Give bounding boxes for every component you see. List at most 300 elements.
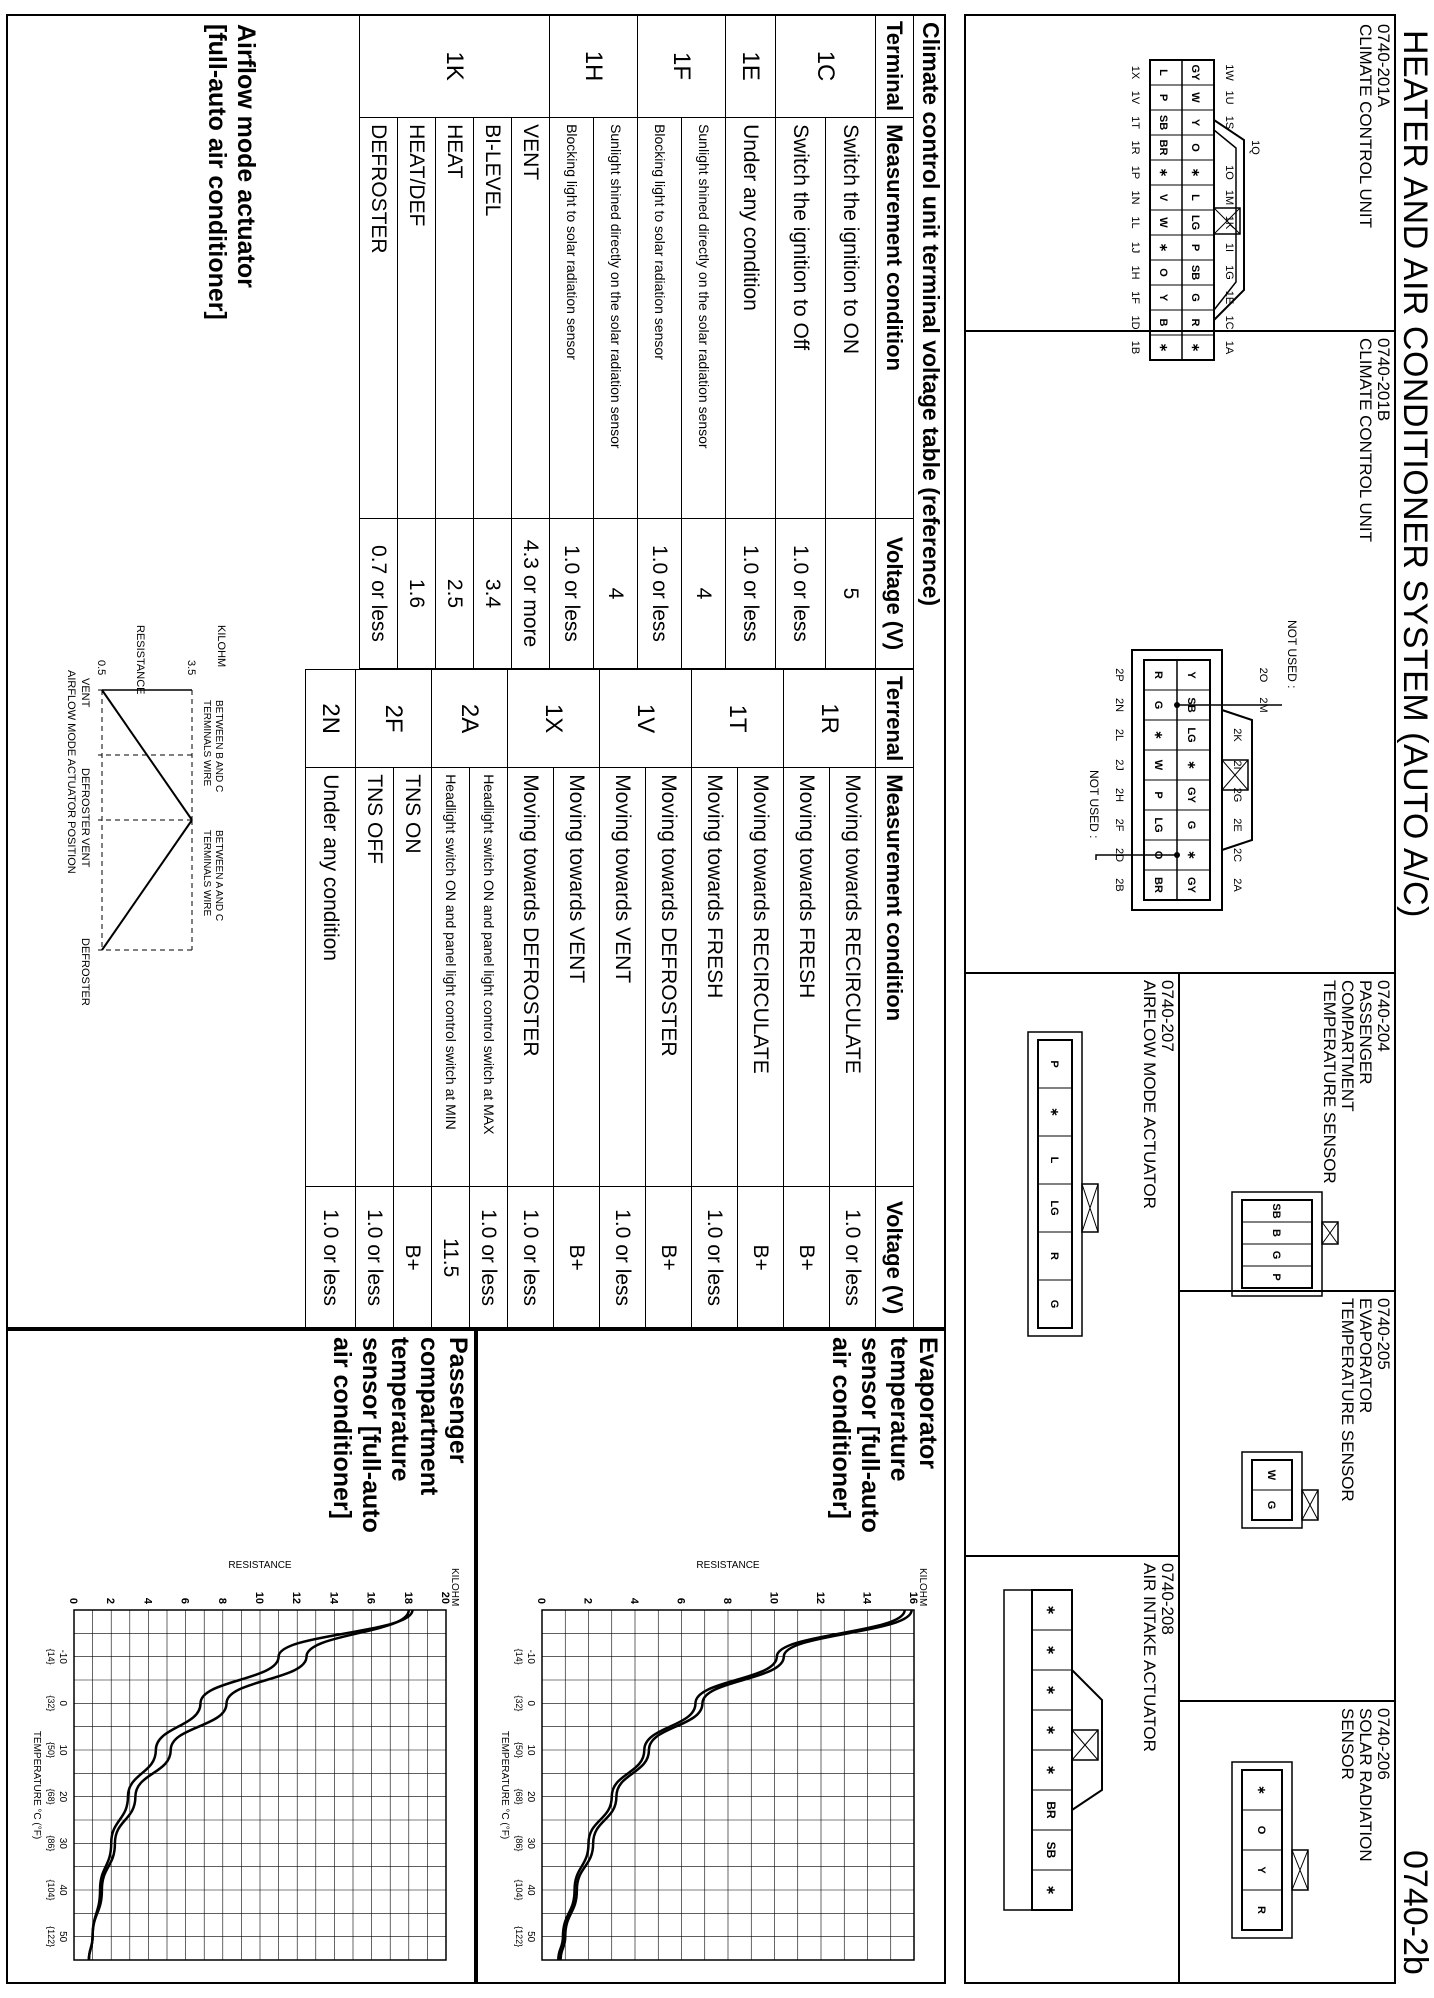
right-condition-cell: Moving towards FRESH: [692, 768, 738, 1187]
connector-201b-pin-label: 2P: [1113, 668, 1125, 682]
voltage-table-title: Climate control unit terminal voltage table (reference): [918, 22, 944, 607]
airflow-chart: [22, 620, 232, 1050]
connector-208-diagram: [972, 1580, 1132, 1980]
connector-204-pin: SB: [1270, 1203, 1282, 1219]
connector-201a-wire-color: BR: [1157, 139, 1169, 156]
connector-204-diagram: [1192, 1190, 1372, 1290]
right-voltage-cell: 11.5: [432, 1187, 470, 1329]
connector-204-pin: G: [1270, 1250, 1282, 1260]
right-condition-cell: Moving towards VENT: [600, 768, 646, 1187]
right-voltage-cell: B+: [394, 1187, 432, 1329]
connector-201a-wire-color: GY: [1189, 64, 1201, 81]
page-title: HEATER AND AIR CONDITIONER SYSTEM (AUTO A/C): [1396, 30, 1434, 918]
connector-204-code: 0740-204: [1374, 980, 1393, 1052]
connector-201b-pin-label: 2F: [1113, 818, 1125, 832]
passenger-chart-x-tick-f: {50}: [46, 1741, 56, 1759]
evaporator-chart-y-unit: KILOHM: [917, 1568, 928, 1607]
passenger-chart-series-line: [89, 1610, 413, 1960]
connector-201b-pin-label: 2C: [1231, 847, 1243, 863]
connector-204-pin: P: [1270, 1273, 1282, 1281]
connector-207-pin: LG: [1048, 1200, 1060, 1216]
evaporator-chart-x-label: TEMPERATURE °C (°F): [499, 1730, 510, 1840]
right-header-cell: Voltage (V): [876, 1187, 914, 1329]
connector-201a-pin-label: 1G: [1223, 265, 1235, 280]
connector-201a-pin-label: 1O: [1223, 165, 1235, 180]
left-condition-cell: Sunlight shined directly on the solar radiation sensor: [594, 118, 638, 519]
left-voltage-cell: 0.7 or less: [360, 519, 398, 669]
evaporator-chart-x-tick: 20: [525, 1791, 536, 1803]
connector-208-lower: [1004, 1590, 1032, 1910]
connector-201a-wire-color: B: [1157, 318, 1169, 327]
passenger-chart-y-tick: 18: [401, 1591, 414, 1604]
table-row: [306, 670, 356, 1329]
passenger-chart-y-tick: 8: [215, 1597, 228, 1604]
right-terminal-cell: 1X: [508, 670, 600, 768]
connector-201b-wire-color: O: [1152, 850, 1164, 860]
connector-206-pin: ∗: [1255, 1785, 1267, 1795]
evaporator-chart-y-label: RESISTANCE: [696, 1560, 760, 1571]
connector-201a-diagram: [974, 30, 1354, 355]
evaporator-chart-y-tick: 12: [814, 1591, 826, 1604]
connector-201b-wire-color: W: [1152, 759, 1164, 771]
connector-201b-diagram: [972, 600, 1352, 960]
left-voltage-cell: 1.6: [398, 519, 436, 669]
passenger-chart-y-tick: 4: [141, 1597, 154, 1604]
evaporator-chart-x-tick: -10: [525, 1649, 536, 1664]
left-voltage-cell: 4: [594, 519, 638, 669]
connector-207-pin: R: [1048, 1252, 1060, 1260]
connector-201a-wire-color: Y: [1189, 118, 1201, 127]
connector-201b-wire-color: ∗: [1185, 850, 1197, 860]
connector-201a-wire-color: ∗: [1189, 167, 1201, 178]
passenger-section-title: Passenger compartment temperature sensor [full-auto air conditioner]: [328, 1337, 472, 1533]
table-row: [692, 670, 738, 1329]
left-terminal-cell: 1H: [550, 15, 638, 118]
connector-204-pin: B: [1270, 1229, 1282, 1237]
connector-208-pin: BR: [1044, 1801, 1058, 1819]
connector-207-diagram: [982, 1010, 1132, 1490]
left-condition-cell: Switch the ignition to Off: [776, 118, 826, 519]
connector-201b-leader-dot: [1174, 702, 1180, 708]
connector-207-key-x: [1082, 1184, 1098, 1232]
left-header-cell: Measurement condition: [876, 118, 914, 519]
evaporator-chart-x-tick: 30: [525, 1837, 536, 1849]
connector-201b-leader: [1096, 855, 1177, 860]
left-voltage-cell: 2.5: [436, 519, 474, 669]
connector-201b-not-used-bottom: NOT USED :: [1087, 770, 1101, 839]
connector-201a-pin-label: 1J: [1129, 241, 1141, 254]
right-header-cell: Measurement condition: [876, 768, 914, 1187]
left-condition-cell: VENT: [512, 118, 550, 519]
left-condition-cell: HEAT/DEF: [398, 118, 436, 519]
right-voltage-cell: B+: [646, 1187, 692, 1329]
connector-201a-pin-label: 1M: [1223, 189, 1235, 206]
left-voltage-cell: 1.0 or less: [726, 519, 776, 669]
connector-206-name: SOLAR RADIATION SENSOR: [1338, 1708, 1375, 1862]
right-condition-cell: Moving towards RECIRCULATE: [830, 768, 876, 1187]
connector-205-pin: G: [1265, 1500, 1277, 1510]
connector-201a-wire-color: G: [1189, 293, 1201, 302]
left-voltage-cell: 4: [682, 519, 726, 669]
connector-201b-pin-label: 2E: [1231, 818, 1243, 832]
chart-y-tick: 0.5: [95, 660, 107, 676]
connector-201a-pin-label: 1B: [1129, 340, 1141, 355]
evaporator-chart-x-tick-f: {122}: [514, 1926, 524, 1948]
table-row: [356, 670, 394, 1329]
connector-208-pin: ∗: [1044, 1884, 1058, 1896]
passenger-chart-y-tick: 14: [327, 1591, 340, 1604]
connector-201b-wire-color: ∗: [1152, 730, 1164, 740]
passenger-chart-x-tick: 10: [57, 1744, 68, 1756]
connector-201a-pin-label: 1R: [1129, 140, 1141, 155]
connector-201a-pin-label: 1V: [1129, 90, 1141, 105]
connector-201a-wire-color: L: [1157, 69, 1169, 76]
evaporator-chart-y-tick: 6: [674, 1597, 687, 1604]
left-condition-cell: Switch the ignition to ON: [826, 118, 876, 519]
left-voltage-cell: 4.3 or more: [512, 519, 550, 669]
connector-201b-wire-color: P: [1152, 791, 1164, 799]
table-row: [394, 670, 432, 1329]
connector-201a-wire-color: O: [1189, 143, 1201, 152]
connector-201b-pin-label: 2D: [1113, 847, 1125, 863]
evaporator-chart-x-tick: 0: [525, 1700, 536, 1707]
passenger-chart-y-tick: 20: [439, 1591, 451, 1604]
connector-201a-wire-color: P: [1157, 93, 1169, 102]
connector-201b-pin-label: 2J: [1113, 759, 1125, 771]
right-condition-cell: Moving towards VENT: [554, 768, 600, 1187]
passenger-chart-y-tick: 0: [67, 1597, 79, 1604]
right-voltage-cell: 1.0 or less: [508, 1187, 554, 1329]
passenger-chart-x-tick: 40: [57, 1884, 68, 1896]
right-voltage-cell: B+: [738, 1187, 784, 1329]
evaporator-chart-x-tick-f: {104}: [514, 1879, 524, 1901]
voltage-table-left: [359, 14, 914, 669]
connector-201b-pin-label: 2M: [1257, 697, 1269, 713]
right-condition-cell: Moving towards FRESH: [784, 768, 830, 1187]
connector-201b-pin-label: 2H: [1113, 787, 1125, 803]
connector-201a-pin-label: 1D: [1129, 315, 1141, 330]
connector-201b-wire-color: LG: [1152, 817, 1164, 833]
connector-201a-wire-color: SB: [1189, 264, 1201, 281]
connector-201a-pin-label: 1S: [1223, 115, 1235, 130]
connector-201b-code: 0740-201B: [1374, 338, 1393, 422]
connector-201a-pin-label: 1L: [1129, 216, 1141, 229]
evaporator-chart-x-tick-f: {14}: [514, 1648, 524, 1665]
table-row: [512, 15, 550, 669]
connector-206-pin: Y: [1255, 1866, 1267, 1874]
right-voltage-cell: 1.0 or less: [692, 1187, 738, 1329]
connector-207-pin: ∗: [1048, 1107, 1060, 1117]
table-row: [682, 15, 726, 669]
left-condition-cell: Blocking light to solar radiation sensor: [550, 118, 594, 519]
connector-201a-name: CLIMATE CONTROL UNIT: [1356, 24, 1375, 229]
passenger-chart-x-tick: -10: [57, 1649, 68, 1664]
passenger-chart-y-label: RESISTANCE: [228, 1560, 292, 1571]
right-voltage-cell: B+: [554, 1187, 600, 1329]
connector-201b-pin-label: 2B: [1113, 878, 1125, 892]
right-condition-cell: Under any condition: [306, 768, 356, 1187]
connector-201b-wire-color: R: [1152, 671, 1164, 679]
evaporator-chart-x-tick-f: {86}: [514, 1835, 524, 1852]
chart-y-tick: 3.5: [185, 660, 197, 676]
connector-201a-pin-label: 1I: [1223, 242, 1235, 253]
connector-201a-wire-color: P: [1189, 243, 1201, 252]
connector-201a-pin-label: 1K: [1223, 215, 1235, 230]
table-row: [738, 670, 784, 1329]
passenger-chart-x-tick-f: {104}: [46, 1879, 56, 1901]
connector-201b-name: CLIMATE CONTROL UNIT: [1356, 338, 1375, 543]
page-number: 0740-2b: [1396, 1850, 1434, 1975]
left-condition-cell: DEFROSTER: [360, 118, 398, 519]
left-terminal-cell: 1F: [638, 15, 726, 118]
connector-208-name: AIR INTAKE ACTUATOR: [1140, 1563, 1159, 1752]
chart-x-label: AIRFLOW MODE ACTUATOR POSITION: [65, 670, 77, 874]
connector-201b-pin-label: 2I: [1231, 760, 1243, 770]
connector-208-code: 0740-208: [1158, 1563, 1177, 1635]
passenger-chart-x-tick-f: {14}: [46, 1648, 56, 1665]
connector-207-name: AIRFLOW MODE ACTUATOR: [1140, 980, 1159, 1209]
left-condition-cell: Under any condition: [726, 118, 776, 519]
connector-201b-pin-label: 2A: [1231, 878, 1243, 892]
left-voltage-cell: 1.0 or less: [550, 519, 594, 669]
connector-201a-wire-color: ∗: [1157, 167, 1169, 178]
right-voltage-cell: 1.0 or less: [306, 1187, 356, 1329]
left-voltage-cell: 1.0 or less: [776, 519, 826, 669]
connector-206-diagram: [1192, 1750, 1322, 1980]
airflow-section-title: Airflow mode actuator [full-auto air conditioner]: [203, 24, 260, 320]
connector-206-code: 0740-206: [1374, 1708, 1393, 1780]
connector-205-code: 0740-205: [1374, 1298, 1393, 1370]
connector-201b-pin-label: 2O: [1257, 667, 1269, 683]
connector-201a-pin-label: 1C: [1223, 315, 1235, 330]
connector-201b-wire-color: SB: [1185, 697, 1197, 713]
connector-201b-wire-color: G: [1152, 700, 1164, 710]
table-row: [784, 670, 830, 1329]
connector-206-pin: O: [1255, 1825, 1267, 1835]
connector-208-pin: ∗: [1044, 1684, 1058, 1696]
right-condition-cell: Moving towards DEFROSTER: [508, 768, 554, 1187]
right-voltage-cell: 1.0 or less: [600, 1187, 646, 1329]
right-condition-cell: Moving towards DEFROSTER: [646, 768, 692, 1187]
connector-205-pin: W: [1265, 1469, 1277, 1481]
passenger-chart-y-tick: 2: [104, 1597, 117, 1604]
passenger-chart-y-tick: 12: [290, 1591, 303, 1604]
connector-201b-leader-dot: [1174, 852, 1180, 858]
connector-201a-pin-label: 1P: [1129, 165, 1141, 180]
evaporator-chart-series-line: [561, 1610, 912, 1960]
evaporator-chart-series-line: [558, 1610, 904, 1960]
connector-201a-wire-color: L: [1189, 194, 1201, 201]
passenger-chart-y-unit: KILOHM: [449, 1568, 460, 1607]
table-row: [594, 15, 638, 669]
passenger-chart-y-tick: 6: [178, 1597, 191, 1604]
table-row: [726, 15, 776, 669]
chart-x-tick: DEFROSTER: [79, 768, 91, 836]
connector-201a-wire-color: O: [1157, 268, 1169, 277]
connector-201a-wire-color: ∗: [1189, 342, 1201, 353]
connector-201a-wire-color: W: [1189, 92, 1201, 103]
connector-201b-wire-color: GY: [1185, 787, 1197, 803]
evaporator-chart: [487, 1560, 932, 1980]
passenger-chart-x-tick: 20: [57, 1791, 68, 1803]
right-terminal-cell: 2A: [432, 670, 508, 768]
connector-201b-not-used-top: NOT USED :: [1285, 620, 1299, 689]
left-voltage-cell: 1.0 or less: [638, 519, 682, 669]
connector-205-diagram: [1202, 1440, 1322, 1560]
right-voltage-cell: 1.0 or less: [470, 1187, 508, 1329]
passenger-chart-x-tick: 50: [57, 1931, 68, 1943]
connector-201a-pin-label: 1A: [1223, 340, 1235, 355]
right-condition-cell: TNS ON: [394, 768, 432, 1187]
passenger-chart-x-tick: 0: [57, 1700, 68, 1707]
evaporator-chart-x-tick-f: {68}: [514, 1788, 524, 1805]
connector-201a-pin-label: 1F: [1129, 291, 1141, 304]
right-voltage-cell: B+: [784, 1187, 830, 1329]
left-header-cell: Voltage (V): [876, 519, 914, 669]
passenger-chart-series-line: [89, 1610, 409, 1960]
left-terminal-cell: 1K: [360, 15, 550, 118]
connector-207-code: 0740-207: [1158, 980, 1177, 1052]
right-terminal-cell: 2N: [306, 670, 356, 768]
evaporator-chart-y-tick: 8: [721, 1597, 733, 1604]
evaporator-chart-x-tick-f: {50}: [514, 1741, 524, 1759]
evaporator-chart-y-tick: 16: [907, 1591, 919, 1604]
connector-201b-pin-label: 2G: [1231, 787, 1243, 803]
chart-x-tick: VENT: [79, 838, 91, 868]
connector-207-pin: L: [1048, 1156, 1060, 1164]
connector-208-pin: ∗: [1044, 1644, 1058, 1656]
evaporator-chart-y-tick: 4: [628, 1597, 640, 1604]
evaporator-chart-y-tick: 2: [581, 1597, 594, 1604]
left-terminal-cell: 1C: [776, 15, 876, 118]
connector-208-pin: ∗: [1044, 1724, 1058, 1736]
connector-201a-pin-label: 1T: [1129, 116, 1141, 129]
connector-201a-wire-color: Y: [1157, 293, 1169, 302]
table-row: [826, 15, 876, 669]
connector-208-pin: ∗: [1044, 1764, 1058, 1776]
left-terminal-cell: 1E: [726, 15, 776, 118]
right-condition-cell: Headlight switch ON and panel light control switch at MIN: [432, 768, 470, 1187]
connector-201b-pin-label: 2L: [1113, 728, 1125, 742]
connector-204-name: PASSENGER COMPARTMENT TEMPERATURE SENSOR: [1320, 980, 1375, 1184]
chart-axis-unit: KILOHM: [215, 625, 227, 668]
connector-201b-wire-color: LG: [1185, 727, 1197, 743]
connector-201b-pin-label: 2N: [1113, 697, 1125, 713]
left-condition-cell: Blocking light to solar radiation sensor: [638, 118, 682, 519]
connector-201b-pin-label: 2K: [1231, 728, 1243, 742]
evaporator-chart-x-tick: 10: [525, 1744, 536, 1756]
evaporator-chart-y-tick: 10: [767, 1591, 780, 1604]
passenger-chart: [14, 1560, 464, 1980]
connector-201a-wire-color: ∗: [1157, 342, 1169, 353]
connector-205-key-x: [1302, 1490, 1318, 1520]
evaporator-chart-y-tick: 0: [535, 1597, 547, 1604]
right-terminal-cell: 1T: [692, 670, 784, 768]
connector-208-pin: ∗: [1044, 1604, 1058, 1616]
connector-207-pin: P: [1048, 1060, 1060, 1068]
table-row: [432, 670, 470, 1329]
left-voltage-cell: 3.4: [474, 519, 512, 669]
right-condition-cell: Headlight switch ON and panel light control switch at MAX: [470, 768, 508, 1187]
passenger-chart-y-tick: 16: [364, 1591, 377, 1604]
chart-series-label: BETWEEN A AND C: [213, 830, 224, 922]
connector-201a-pin-label: 1U: [1223, 90, 1235, 105]
evaporator-chart-x-tick: 50: [525, 1931, 536, 1943]
connector-201a-pin-label: 1X: [1129, 65, 1141, 80]
passenger-chart-x-label: TEMPERATURE °C (°F): [31, 1730, 42, 1840]
evaporator-section-title: Evaporator temperature sensor [full-auto air conditioner]: [827, 1337, 942, 1533]
table-row: [600, 670, 646, 1329]
connector-201a-pin-label: 1N: [1129, 190, 1141, 205]
connector-208-pin: SB: [1044, 1841, 1058, 1859]
connector-206-key-x: [1292, 1850, 1308, 1890]
evaporator-chart-y-tick: 14: [860, 1591, 873, 1604]
right-voltage-cell: 1.0 or less: [356, 1187, 394, 1329]
right-condition-cell: Moving towards RECIRCULATE: [738, 768, 784, 1187]
evaporator-chart-x-tick: 40: [525, 1884, 536, 1896]
right-terminal-cell: 1R: [784, 670, 876, 768]
left-condition-cell: Sunlight shined directly on the solar radiation sensor: [682, 118, 726, 519]
table-row: [470, 670, 508, 1329]
right-condition-cell: TNS OFF: [356, 768, 394, 1187]
connector-201a-pin-label: 1H: [1129, 265, 1141, 280]
chart-series-label: TERMINALS WIRE: [201, 830, 212, 917]
table-row: [830, 670, 876, 1329]
connector-201b-wire-color: BR: [1152, 877, 1164, 893]
right-header-cell: Terrenal: [876, 670, 914, 768]
passenger-chart-y-tick: 10: [253, 1591, 265, 1604]
left-condition-cell: HEAT: [436, 118, 474, 519]
passenger-chart-x-tick: 30: [57, 1837, 68, 1849]
connector-207-pin: G: [1048, 1299, 1060, 1309]
connector-201a-wire-color: V: [1157, 193, 1169, 202]
connector-201a-wire-color: ∗: [1157, 242, 1169, 253]
left-header-cell: Terminal: [876, 15, 914, 118]
connector-201a-pin-label: 1Q: [1249, 140, 1261, 155]
chart-x-tick: DEFROSTER: [79, 938, 91, 1006]
evaporator-chart-x-tick-f: {32}: [514, 1695, 524, 1712]
right-voltage-cell: 1.0 or less: [830, 1187, 876, 1329]
chart-y-label: RESISTANCE: [134, 625, 146, 695]
connector-201a-wire-color: LG: [1189, 214, 1201, 231]
chart-series-line: [102, 820, 192, 950]
connector-201a-pin-label: 1W: [1223, 64, 1235, 81]
connector-208-key-x: [1072, 1730, 1098, 1760]
connector-204-key-x: [1322, 1222, 1338, 1244]
connector-201b-wire-color: Y: [1185, 671, 1197, 679]
connector-201a-wire-color: SB: [1157, 114, 1169, 131]
table-row: [646, 670, 692, 1329]
connector-201b-wire-color: G: [1185, 820, 1197, 830]
connector-201b-wire-color: GY: [1185, 877, 1197, 893]
right-terminal-cell: 1V: [600, 670, 692, 768]
passenger-chart-x-tick-f: {86}: [46, 1835, 56, 1852]
left-voltage-cell: 5: [826, 519, 876, 669]
connector-201a-code: 0740-201A: [1374, 24, 1393, 108]
chart-x-tick: VENT: [79, 678, 91, 708]
table-row: [554, 670, 600, 1329]
connector-201b-wire-color: ∗: [1185, 760, 1197, 770]
connector-201a-wire-color: R: [1189, 318, 1201, 327]
chart-series-label: TERMINALS WIRE: [201, 700, 212, 787]
connector-205-name: EVAPORATOR TEMPERATURE SENSOR: [1338, 1298, 1375, 1502]
table-row: [508, 670, 554, 1329]
passenger-chart-x-tick-f: {68}: [46, 1788, 56, 1805]
voltage-table-right: [305, 669, 914, 1329]
left-condition-cell: BI-LEVEL: [474, 118, 512, 519]
connector-206-pin: R: [1255, 1906, 1267, 1914]
passenger-chart-x-tick-f: {122}: [46, 1926, 56, 1948]
